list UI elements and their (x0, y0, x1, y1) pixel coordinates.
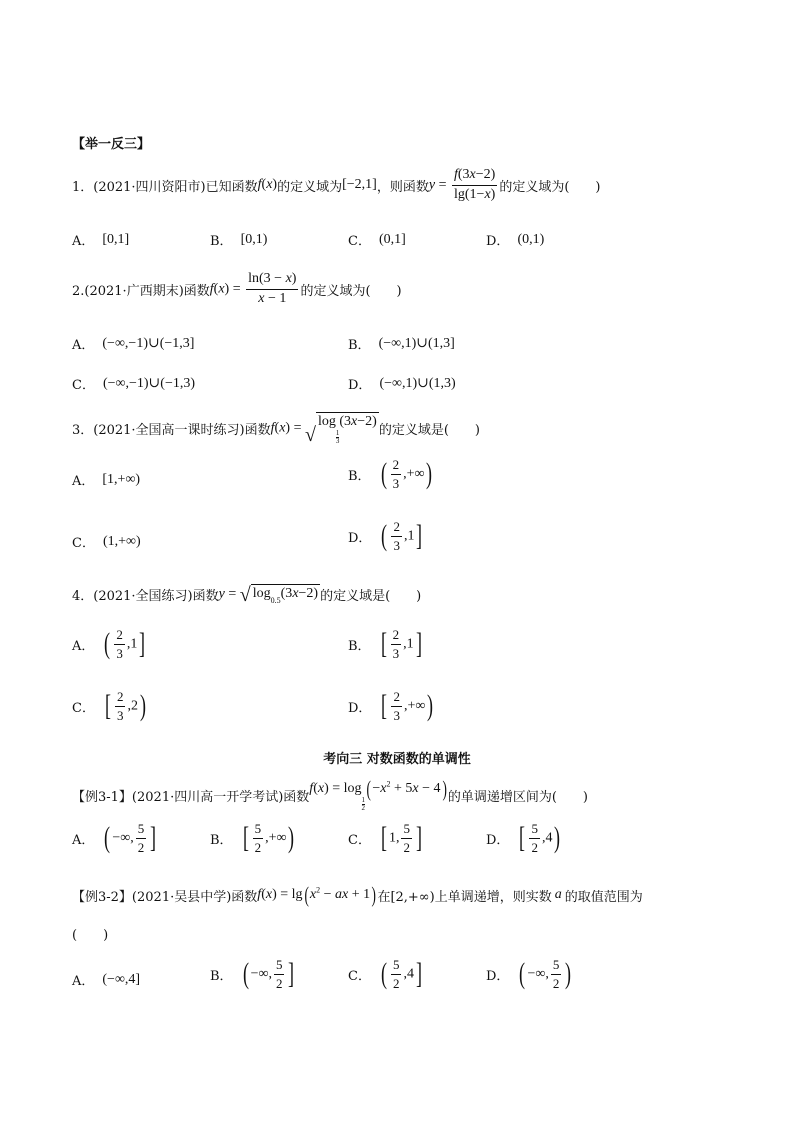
q4-b-text: [ $\frac{2}{3}$ ,1] (380, 627, 422, 661)
q3-suffix: 的定义域是( ) (378, 423, 480, 438)
ex2-c-text: ( $\frac{5}{2}$ ,4] (380, 957, 422, 991)
q4-c-text: [ $\frac{2}{3}$ ,2) (104, 689, 146, 723)
ex2-d-label: D． (486, 968, 510, 984)
ex1-c-text: [ 1, $\frac{5}{2}$ ] (380, 821, 422, 855)
ex2-b-text: ( −∞, $\frac{5}{2}$ ] (242, 957, 295, 991)
q4-option-c[interactable] (72, 690, 148, 722)
ex2-option-c[interactable] (348, 958, 424, 990)
q1-option-c[interactable] (348, 230, 406, 249)
section-heading: 考向三 对数函数的单调性 (323, 752, 471, 767)
q2-c-text: (−∞,−1)∪(−1,3) (102, 376, 195, 391)
ex2-b-label: B． (210, 968, 233, 984)
q1-option-d[interactable] (486, 230, 544, 249)
q4-b-label: B． (348, 638, 371, 654)
q4-option-d[interactable] (348, 690, 435, 722)
q2-option-b[interactable] (348, 334, 455, 353)
q4-c-label: C． (72, 700, 95, 716)
ex2-option-b[interactable] (210, 958, 296, 990)
q4-suffix: 的定义域是( ) (320, 589, 422, 604)
q1-b-label: B． (210, 234, 233, 249)
ex1-option-c[interactable] (348, 822, 424, 854)
q1-b-text: [0,1) (240, 231, 268, 247)
ex1-option-b[interactable] (210, 822, 296, 854)
q4-option-a[interactable] (72, 628, 147, 660)
question-3 (72, 412, 480, 445)
q2-b-text: (−∞,1)∪(1,3] (378, 336, 455, 351)
ex2-mid: 在[2,+∞)上单调递增，则实数 (377, 889, 552, 905)
q4-a-label: A． (72, 638, 95, 654)
example-3-1 (72, 778, 588, 812)
q2-c-label: C． (72, 378, 95, 393)
ex2-blank: ( ) (72, 928, 109, 943)
q2-d-label: D． (348, 378, 372, 393)
ex2-suffix: 的取值范围为 (564, 889, 643, 905)
q2-d-text: (−∞,1)∪(1,3) (379, 376, 456, 391)
q1-mid2: ，则函数 (376, 179, 429, 195)
q3-d-text: ( $\frac{2}{3}$ ,1] (381, 519, 423, 553)
q3-a-text: [1,+∞) (102, 471, 141, 487)
q4-d-label: D． (348, 700, 372, 716)
q3-b-label: B． (348, 468, 371, 484)
ex1-d-label: D． (486, 832, 510, 848)
question-2 (72, 272, 402, 306)
ex2-a-label: A． (72, 974, 95, 989)
q3-c-label: C． (72, 536, 95, 551)
q3-prefix: 3．(2021·全国高一课时练习)函数 (72, 423, 271, 438)
question-1 (72, 168, 600, 202)
q1-a-text: [0,1] (102, 231, 130, 247)
q2-b-label: B． (348, 338, 371, 353)
ex2-d-text: ( −∞, $\frac{5}{2}$ ) (519, 957, 572, 991)
q1-a-label: A． (72, 234, 95, 249)
q4-prefix: 4．(2021·全国练习)函数 (72, 589, 219, 604)
q3-b-text: ( $\frac{2}{3}$ ,+∞) (380, 457, 433, 491)
q4-fx: y = √ $\log_{0.5}(3x-2)$ (218, 584, 319, 606)
q4-d-text: [ $\frac{2}{3}$ ,+∞) (381, 689, 434, 723)
ex2-a-text: (−∞,4] (102, 971, 141, 987)
ex2-fx: $f(x) = \lg(x^2$ − ax + 1) (257, 882, 376, 907)
q1-domain: [−2,1] (342, 177, 377, 193)
q3-option-a[interactable] (72, 470, 140, 489)
ex1-option-d[interactable] (486, 822, 562, 854)
ex1-a-label: A． (72, 832, 95, 848)
q4-option-b[interactable] (348, 628, 424, 660)
q3-d-label: D． (348, 530, 372, 546)
q3-a-label: A． (72, 474, 95, 489)
q1-mid1: 的定义域为 (277, 179, 343, 195)
q1-prefix: 1．(2021·四川资阳市)已知函数 (72, 179, 258, 195)
q2-fx: f(x) = $\frac{\ln(3 - x)}{x - 1}$ (209, 271, 297, 306)
q2-option-a[interactable] (72, 334, 194, 353)
q1-option-b[interactable] (210, 230, 267, 249)
ex1-c-label: C． (348, 832, 371, 848)
q1-y-expr: y = $\frac{f(3x-2)}{\lg(1-x)}$ (428, 167, 496, 202)
q1-option-a[interactable] (72, 230, 129, 249)
q2-a-text: (−∞,−1)∪(−1,3] (102, 336, 195, 351)
q3-fx: f(x) = √ log $\frac{1}{3}$ (3x−2) (270, 414, 377, 446)
q2-option-c[interactable] (72, 374, 195, 393)
ex1-suffix: 的单调递增区间为( ) (447, 789, 588, 805)
ex2-prefix: 【例3-2】(2021·吴县中学)函数 (72, 889, 258, 905)
ex1-a-text: ( −∞, $\frac{5}{2}$ ] (104, 821, 157, 855)
q2-a-label: A． (72, 338, 95, 353)
q1-fx: f(x) (257, 177, 278, 193)
ex1-d-text: [ $\frac{5}{2}$ ,4) (519, 821, 561, 855)
q1-d-text: (0,1) (517, 231, 545, 247)
q1-c-label: C． (348, 234, 371, 249)
q1-suffix: 的定义域为( ) (499, 179, 601, 195)
ex2-option-d[interactable] (486, 958, 573, 990)
ex1-option-a[interactable] (72, 822, 158, 854)
example-3-2 (72, 884, 643, 906)
q3-c-text: (1,+∞) (102, 533, 141, 549)
ex2-c-label: C． (348, 968, 371, 984)
ex1-b-text: [ $\frac{5}{2}$ ,+∞) (242, 821, 295, 855)
ex1-b-label: B． (210, 832, 233, 848)
q3-option-c[interactable] (72, 532, 141, 551)
q1-c-text: (0,1] (378, 231, 406, 247)
q2-prefix: 2.(2021·广西期末)函数 (72, 283, 210, 299)
question-4 (72, 584, 421, 605)
q1-d-label: D． (486, 234, 510, 249)
q4-a-text: ( $\frac{2}{3}$ ,1] (104, 627, 146, 661)
q2-suffix: 的定义域为( ) (300, 283, 402, 299)
section-title: 【举一反三】 (72, 137, 151, 152)
ex2-option-a[interactable] (72, 970, 140, 989)
q3-option-d[interactable] (348, 520, 424, 552)
q2-option-d[interactable] (348, 374, 456, 393)
ex2-var: a (554, 887, 562, 902)
ex1-fx: f(x) = log $\frac{1}{2}$ $(-x^2 + 5x - 4)$ (309, 776, 447, 813)
ex1-prefix: 【例3-1】(2021·四川高一开学考试)函数 (72, 789, 310, 805)
q3-option-b[interactable] (348, 458, 434, 490)
